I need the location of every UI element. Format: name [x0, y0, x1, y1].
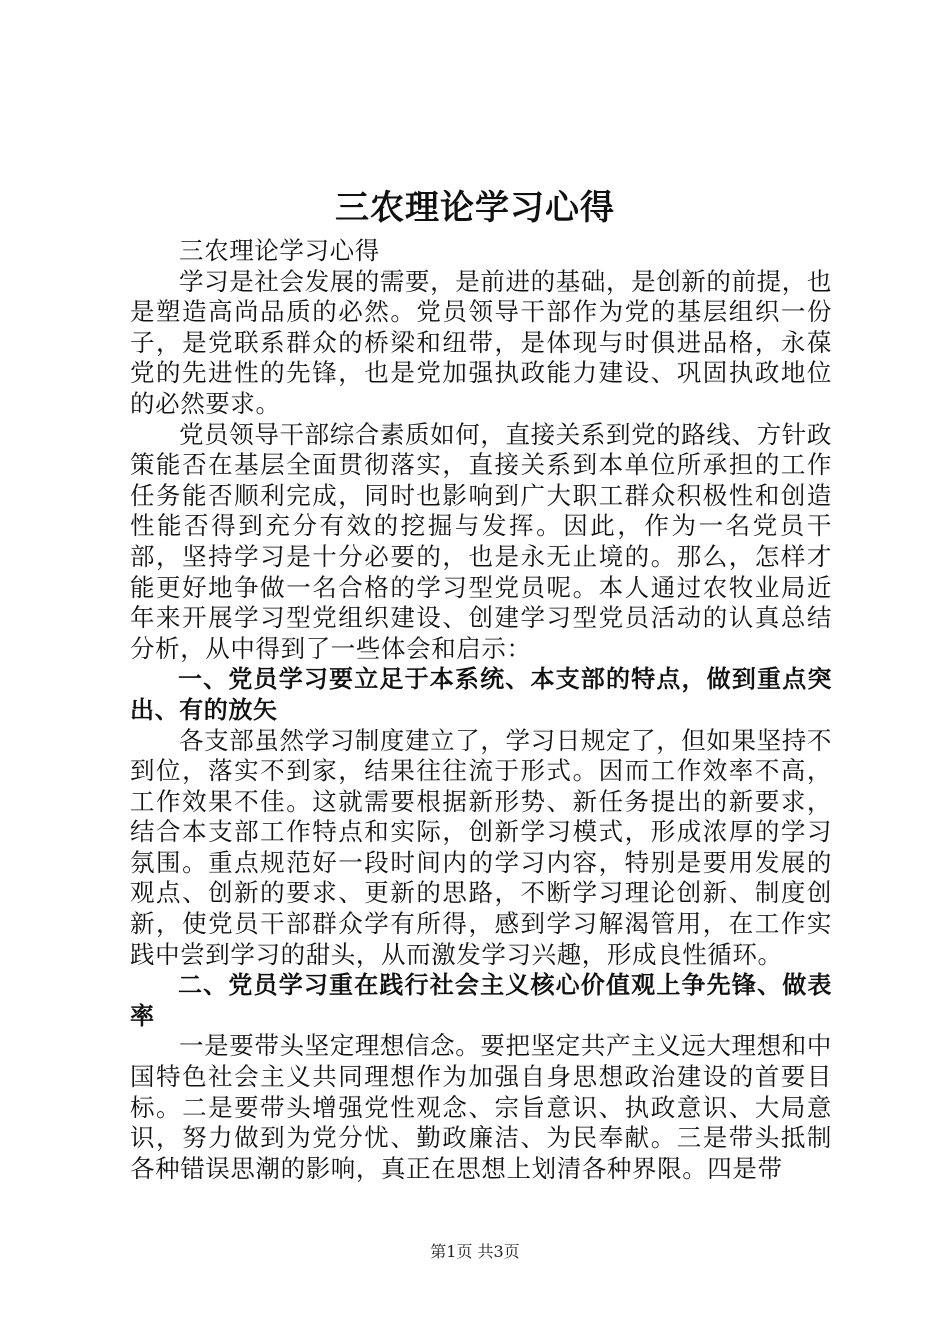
paragraph: 党员领导干部综合素质如何，直接关系到党的路线、方针政策能否在基层全面贯彻落实，直接关系到本单位所承担的工作任务能否顺利完成，同时也影响到广大职工群众积极性和创造性能否得到充分有效的挖掘与发挥。因此，作为一名党员干部，坚持学习是十分必要的，也是永无止境的。那么，怎样才能更好地争做一名合格的学习型党员呢。本人通过农牧业局近年来开展学习型党组织建设、创建学习型党员活动的认真总结分析，从中得到了一些体会和启示：: [130, 419, 832, 663]
paragraph: 学习是社会发展的需要，是前进的基础，是创新的前提，也是塑造高尚品质的必然。党员领导干部作为党的基层组织一份子，是党联系群众的桥梁和纽带，是体现与时俱进品格，永葆党的先进性的先锋，也是党加强执政能力建设、巩固执政地位的必然要求。: [130, 266, 832, 418]
document-title: 三农理论学习心得: [335, 188, 615, 228]
paragraph: 一是要带头坚定理想信念。要把坚定共产主义远大理想和中国特色社会主义共同理想作为加强自身思想政治建设的首要目标。二是要带头增强党性观念、宗旨意识、执政意识、大局意识，努力做到为党分忧、勤政廉洁、为民奉献。三是带头抵制各种错误思潮的影响，真正在思想上划清各种界限。四是带: [130, 1031, 832, 1183]
paragraph: 各支部虽然学习制度建立了，学习日规定了，但如果坚持不到位，落实不到家，结果往往流于形式。因而工作效率不高，工作效果不佳。这就需要根据新形势、新任务提出的新要求，结合本支部工作特点和实际，创新学习模式，形成浓厚的学习氛围。重点规范好一段时间内的学习内容，特别是要用发展的观点、创新的要求、更新的思路，不断学习理论创新、制度创新，使党员干部群众学有所得，感到学习解渴管用，在工作实践中尝到学习的甜头，从而激发学习兴趣，形成良性循环。: [130, 725, 832, 969]
page-footer: 第1页 共3页: [430, 1242, 520, 1261]
paragraph-subtitle: 三农理论学习心得: [179, 236, 380, 265]
section-heading: 二、党员学习重在践行社会主义核心价值观上争先锋、做表率: [130, 971, 832, 1030]
section-heading: 一、党员学习要立足于本系统、本支部的特点，做到重点突出、有的放矢: [130, 665, 832, 724]
document-body: [130, 236, 832, 1184]
